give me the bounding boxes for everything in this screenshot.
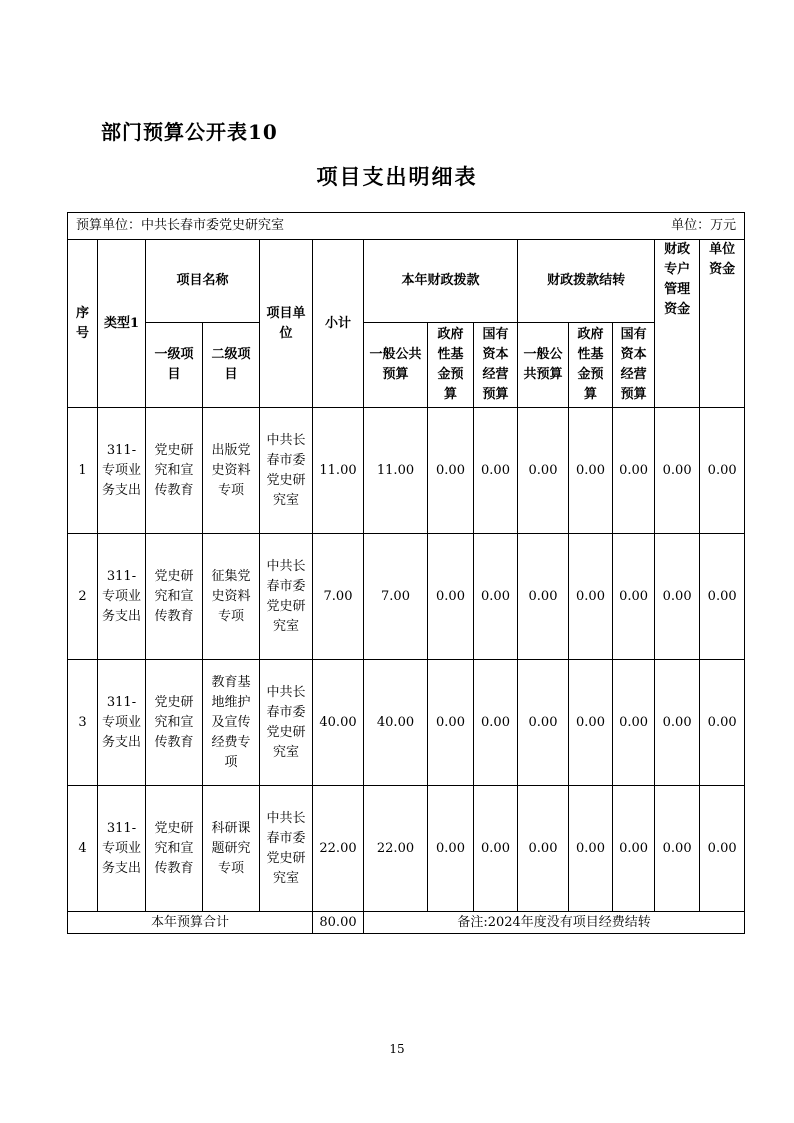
cell-unit-funds: 0.00 (700, 786, 745, 912)
cell-carry-state-capital: 0.00 (613, 786, 655, 912)
header-row-1 (68, 240, 745, 323)
cell-state-capital: 0.00 (474, 786, 518, 912)
total-row (68, 912, 745, 934)
header-state-capital-budget: 国有资本经营预算 (474, 323, 518, 408)
cell-type: 311-专项业务支出 (98, 534, 146, 660)
cell-level2: 征集党史资料专项 (203, 534, 260, 660)
header-carry-general: 一般公共预算 (518, 323, 569, 408)
cell-level1: 党史研究和宣传教育 (146, 786, 203, 912)
header-carry-gov-fund: 政府性基金预算 (569, 323, 613, 408)
cell-carry-gov-fund: 0.00 (569, 408, 613, 534)
unit-row (68, 213, 745, 240)
cell-unit-funds: 0.00 (700, 534, 745, 660)
cell-special: 0.00 (655, 786, 700, 912)
cell-level1: 党史研究和宣传教育 (146, 660, 203, 786)
project-expenditure-table (67, 212, 745, 934)
cell-seq: 2 (68, 534, 98, 660)
cell-gov-fund: 0.00 (428, 534, 474, 660)
cell-subtotal: 40.00 (313, 660, 364, 786)
cell-carry-state-capital: 0.00 (613, 408, 655, 534)
cell-carry-general: 0.00 (518, 534, 569, 660)
header-project-unit: 项目单位 (260, 240, 313, 408)
header-special-account: 财政专户管理资金 (655, 240, 700, 408)
table-row (68, 660, 745, 786)
table-row (68, 534, 745, 660)
cell-type: 311-专项业务支出 (98, 786, 146, 912)
cell-unit: 中共长春市委党史研究室 (260, 660, 313, 786)
header-project-name: 项目名称 (146, 240, 260, 323)
cell-level1: 党史研究和宣传教育 (146, 534, 203, 660)
cell-seq: 4 (68, 786, 98, 912)
cell-gov-fund: 0.00 (428, 786, 474, 912)
cell-gov-fund: 0.00 (428, 408, 474, 534)
currency-unit: 单位：万元 (655, 213, 745, 240)
cell-unit: 中共长春市委党史研究室 (260, 408, 313, 534)
cell-state-capital: 0.00 (474, 534, 518, 660)
cell-unit: 中共长春市委党史研究室 (260, 786, 313, 912)
cell-carry-general: 0.00 (518, 408, 569, 534)
cell-unit-funds: 0.00 (700, 408, 745, 534)
cell-level2: 教育基地维护及宣传经费专项 (203, 660, 260, 786)
header-carryover: 财政拨款结转 (518, 240, 655, 323)
page-title: 项目支出明细表 (316, 164, 478, 189)
cell-general: 7.00 (364, 534, 428, 660)
cell-carry-state-capital: 0.00 (613, 660, 655, 786)
cell-carry-gov-fund: 0.00 (569, 786, 613, 912)
header-unit-funds: 单位资金 (700, 240, 745, 408)
cell-seq: 1 (68, 408, 98, 534)
cell-gov-fund: 0.00 (428, 660, 474, 786)
cell-state-capital: 0.00 (474, 408, 518, 534)
cell-carry-state-capital: 0.00 (613, 534, 655, 660)
header-seq: 序号 (68, 240, 98, 408)
cell-level2: 出版党史资料专项 (203, 408, 260, 534)
page-number: 15 (389, 1042, 405, 1056)
cell-general: 40.00 (364, 660, 428, 786)
cell-subtotal: 11.00 (313, 408, 364, 534)
header-general-budget: 一般公共预算 (364, 323, 428, 408)
cell-carry-gov-fund: 0.00 (569, 660, 613, 786)
total-value: 80.00 (313, 912, 364, 934)
cell-carry-gov-fund: 0.00 (569, 534, 613, 660)
cell-general: 11.00 (364, 408, 428, 534)
header-carry-state-capital: 国有资本经营预算 (613, 323, 655, 408)
header-current-year-funding: 本年财政拨款 (364, 240, 518, 323)
header-row-2 (68, 323, 745, 408)
table-note: 备注:2024年度没有项目经费结转 (364, 912, 745, 934)
cell-subtotal: 22.00 (313, 786, 364, 912)
cell-special: 0.00 (655, 660, 700, 786)
cell-seq: 3 (68, 660, 98, 786)
cell-level2: 科研课题研究专项 (203, 786, 260, 912)
header-level1: 一级项目 (146, 323, 203, 408)
cell-state-capital: 0.00 (474, 660, 518, 786)
header-label: 部门预算公开表10 (101, 120, 278, 144)
cell-carry-general: 0.00 (518, 660, 569, 786)
cell-unit: 中共长春市委党史研究室 (260, 534, 313, 660)
header-level2: 二级项目 (203, 323, 260, 408)
cell-special: 0.00 (655, 534, 700, 660)
header-gov-fund-budget: 政府性基金预算 (428, 323, 474, 408)
cell-unit-funds: 0.00 (700, 660, 745, 786)
header-subtotal: 小计 (313, 240, 364, 408)
cell-type: 311-专项业务支出 (98, 408, 146, 534)
table-row (68, 408, 745, 534)
cell-carry-general: 0.00 (518, 786, 569, 912)
cell-special: 0.00 (655, 408, 700, 534)
cell-level1: 党史研究和宣传教育 (146, 408, 203, 534)
header-type: 类型1 (98, 240, 146, 408)
cell-type: 311-专项业务支出 (98, 660, 146, 786)
table-row (68, 786, 745, 912)
total-label: 本年预算合计 (68, 912, 313, 934)
cell-subtotal: 7.00 (313, 534, 364, 660)
cell-general: 22.00 (364, 786, 428, 912)
budget-unit: 预算单位：中共长春市委党史研究室 (68, 213, 655, 240)
